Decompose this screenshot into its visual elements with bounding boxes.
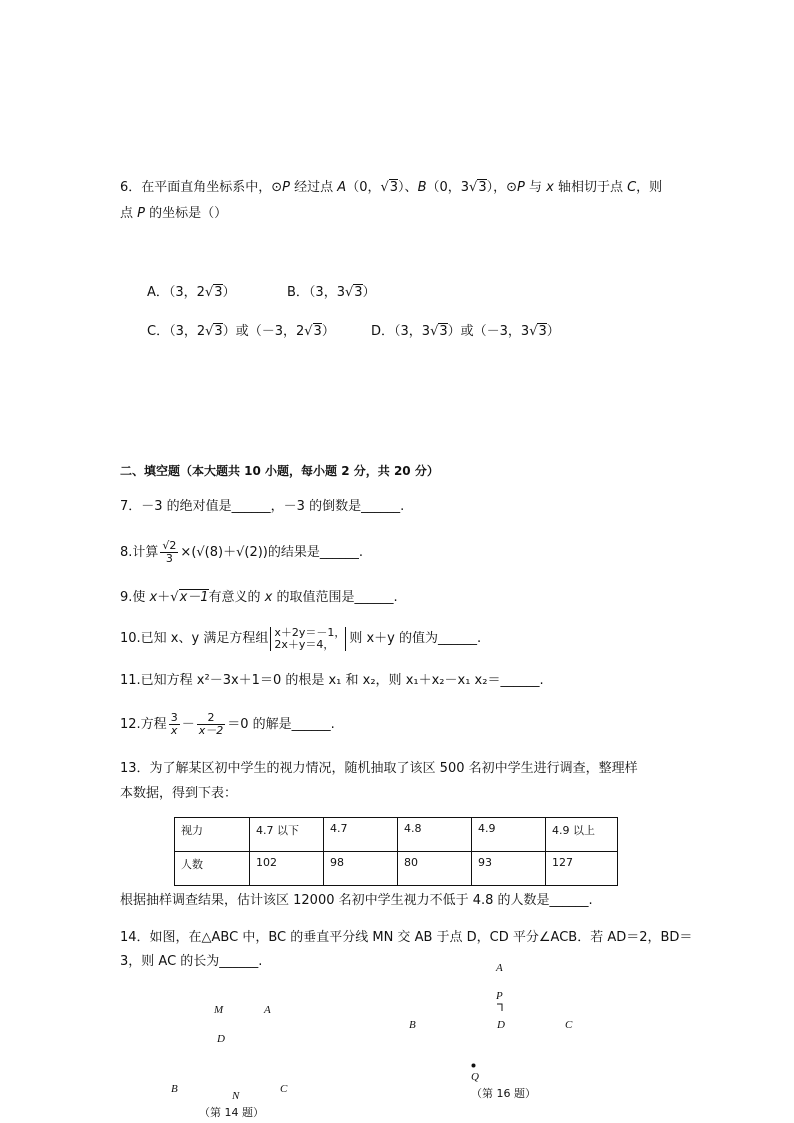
q6-option-c: C．（3，2√3）或（－3，2√3） (147, 324, 335, 339)
fig14-caption: （第 14 题） (199, 1106, 264, 1119)
table-cell: 4.8 (398, 818, 472, 852)
table-cell: 98 (324, 852, 398, 886)
fig14-label-c: C (280, 1083, 288, 1095)
table-cell: 127 (546, 852, 618, 886)
fig14-label-m: M (214, 1004, 224, 1016)
table-cell: 80 (398, 852, 472, 886)
fig16-label-p: P (496, 990, 503, 1002)
fig16-label-q: Q (471, 1071, 479, 1083)
q10: 10.已知 x、y 满足方程组 x＋2y＝－1， 2x＋y＝4， 则 x＋y 的值为______. (120, 625, 482, 651)
q12: 12.方程 $\frac{3}{x}$ － $\frac{2}{x-2}$ ＝0 的解是______. (120, 711, 335, 737)
q6-option-d: D．（3，3√3）或（－3，3√3） (371, 324, 560, 339)
fig16-label-c: C (565, 1019, 573, 1031)
table-cell: 102 (250, 852, 324, 886)
fig14-label-n: N (232, 1090, 240, 1102)
fig16-label-b: B (409, 1019, 416, 1031)
fig14-label-d: D (217, 1033, 225, 1045)
q6-line2: 点 P 的坐标是（） (120, 206, 228, 221)
right-angle-mark (496, 1003, 504, 1013)
fig16-caption: （第 16 题） (471, 1087, 536, 1100)
table-cell: 93 (472, 852, 546, 886)
table-cell: 人数 (175, 852, 250, 886)
q7: 7．－3 的绝对值是______，－3 的倒数是______. (120, 499, 405, 514)
q13-line2: 本数据，得到下表： (120, 786, 238, 801)
q8: 8.计算 $\frac{√2}{3}$ ×(√(8)＋√(2))的结果是______. (120, 539, 363, 565)
table-row (175, 818, 618, 852)
table-cell: 4.9 (472, 818, 546, 852)
table-cell: 4.7 以下 (250, 818, 324, 852)
q9: 9.使 x＋√x－1有意义的 x 的取值范围是______. (120, 590, 398, 605)
fig16-label-a: A (496, 962, 503, 974)
q13-line1: 13．为了解某区初中学生的视力情况，随机抽取了该区 500 名初中学生进行调查，整理样 (120, 761, 638, 776)
table-cell: 4.7 (324, 818, 398, 852)
q6-option-b: B．（3，3√3） (287, 285, 376, 300)
q14-line1: 14．如图，在△ABC 中，BC 的垂直平分线 MN 交 AB 于点 D，CD 平分∠ACB．若 AD＝2，BD＝ (120, 930, 693, 945)
q11: 11.已知方程 x²－3x＋1＝0 的根是 x₁ 和 x₂，则 x₁＋x₂－x₁ x₂＝______. (120, 673, 544, 688)
vision-table (174, 817, 618, 886)
q6-option-a: A．（3，2√3） (147, 285, 236, 300)
fig14-label-a: A (264, 1004, 271, 1016)
q13-after: 根据抽样调查结果，估计该区 12000 名初中学生视力不低于 4.8 的人数是______. (120, 893, 593, 908)
q6-line1: 6．在平面直角坐标系中，⊙P 经过点 A（0，√3）、B（0，3√3），⊙P 与 x 轴相切于点 C，则 (120, 180, 663, 195)
q10-equation-system: x＋2y＝－1， 2x＋y＝4， (270, 627, 345, 651)
table-row (175, 852, 618, 886)
point-dot (471, 1063, 476, 1068)
q8-fraction: $\frac{√2}{3}$ (162, 539, 177, 565)
fig16-label-d: D (497, 1019, 505, 1031)
section-heading: 二、填空题（本大题共 10 小题，每小题 2 分，共 20 分） (120, 464, 439, 478)
table-cell: 4.9 以上 (546, 818, 618, 852)
table-cell: 视力 (175, 818, 250, 852)
q14-line2: 3，则 AC 的长为______. (120, 954, 263, 969)
fig14-label-b: B (171, 1083, 178, 1095)
